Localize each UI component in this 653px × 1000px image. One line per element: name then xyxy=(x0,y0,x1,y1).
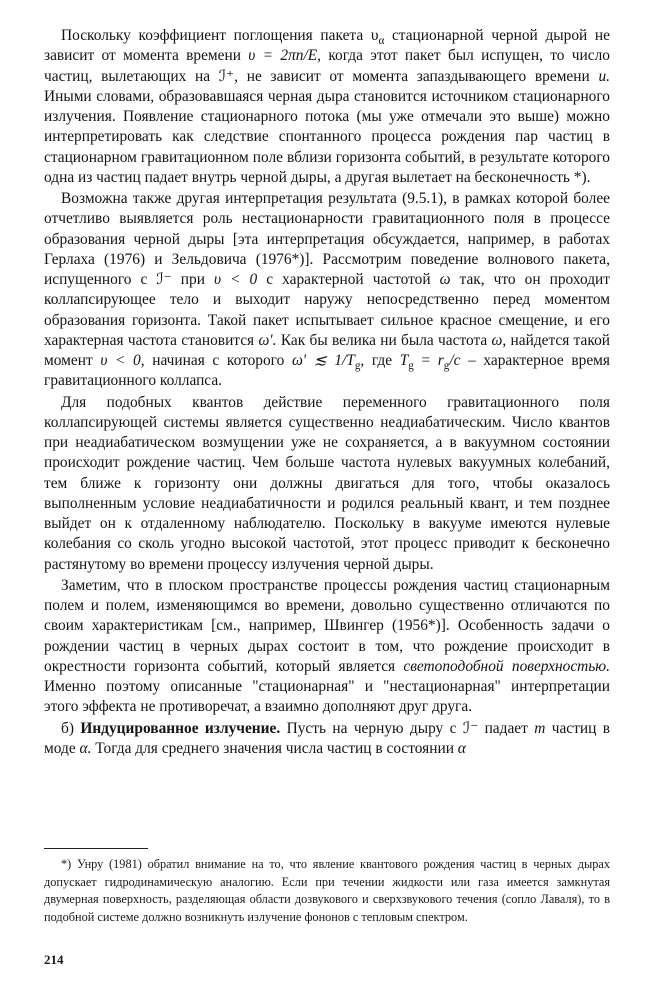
text-run: g xyxy=(354,360,361,373)
text-run: u. xyxy=(598,67,610,85)
text-run: светоподобной поверхностью. xyxy=(403,657,610,675)
text-run: ω xyxy=(439,271,451,288)
text-run: g xyxy=(443,360,450,373)
text-run: Пусть на черную дыру с ℐ⁻ падает xyxy=(280,719,535,737)
text-run: r xyxy=(437,352,444,369)
footnote: *) Унру (1981) обратил внимание на то, что явление квантового рождения частиц в черных дырах допускает гидродинамическую аналогию. Если при течении жидкости или газа имеется замкнутая двумерная поверхность, разделяющая области дозвукового и сверхзвукового течения (сопло Лаваля), то в подобной системе должно возникнуть излучение фононов с тепловым спектром. xyxy=(44,857,610,924)
text-run: с характерной частотой xyxy=(257,271,440,288)
main-text xyxy=(44,26,610,759)
text-run: когда этот пакет был испущен, то число частиц, вылетающих на ℐ⁺, не зависит от момента запаздывающего времени xyxy=(44,47,610,85)
text-run: Тогда для среднего значения числа частиц в состоянии xyxy=(91,739,458,757)
text-run: Именно поэтому описанные "стационарная" и "нестационарная" интерпретации этого эффекта не противоречат, а взаимно дополняют друг друга. xyxy=(44,678,610,716)
footnote-divider xyxy=(44,848,148,849)
text-run: Поскольку коэффициент поглощения пакета υ xyxy=(61,27,379,44)
text-run: частиц в моде xyxy=(44,719,610,757)
text-run: υ < 0 xyxy=(213,271,258,288)
text-run: = xyxy=(413,352,438,369)
paragraph-4 xyxy=(44,576,610,718)
text-run: g xyxy=(408,360,414,373)
text-run: α xyxy=(378,35,385,48)
text-run: Иными словами, образовавшаяся черная дыра становится источником стационарного излучения. Появление стационарного потока (мы уже отмечали это выше) можно интерпретировать как следствие спонтанного процесса рождения пар частиц в стационарном гравитационном поле вблизи горизонта событий, в результате которого одна из частиц падает внутрь черной дыры, а другая вылетает на бесконечность *). xyxy=(44,87,610,186)
text-run: найдется такой момент xyxy=(44,331,611,369)
text-run: Для подобных квантов действие переменного гравитационного поля коллапсирующей системы является существенно неадиабатическим. Число квантов при неадиабатическом возмущении уже не сохраняется, а в вакуумном состоянии происходит рождение частиц. Чем больше частота нулевых вакуумных колебаний, тем ближе к горизонту они должны двигаться для того, чтобы оказалось выполненным условие неадиабатичности и родился реальный квант, и тем позднее выйдет он к отдаленному наблюдателю. Поскольку в вакууме имеются нулевые колебания со сколь угодно высокой частотой, этот процесс приводит к бесконечно растянутому во времени процессу излучения черной дыры. xyxy=(44,393,610,573)
paragraph-1 xyxy=(44,26,610,188)
text-run: α xyxy=(457,739,466,757)
text-run: m xyxy=(534,719,546,737)
text-run: б) xyxy=(61,719,81,737)
text-run: так, что он проходит коллапсирующее тело и выходит наружу непосредственно перед моментом образования горизонта. Такой пакет испытывает сильное красное смещение, и его характерная частота становится xyxy=(44,271,611,349)
text-run: – характерное время гравитационного коллапса. xyxy=(44,352,610,390)
paragraph-3 xyxy=(44,393,610,575)
text-run: стационарной черной дырой не зависит от момента времени xyxy=(44,27,610,65)
text-run: ω′. xyxy=(258,331,277,349)
text-run: υ < 0, xyxy=(100,352,145,369)
text-run: Заметим, что в плоском пространстве процессы рождения частиц стационарным полем и полем, изменяющимся во времени, довольно существенно отличаются по своим характеристикам [см., например, Швингер (1956*)]. Особенность задачи о рождении частиц в черных дырах состоит в том, что рождение происходит в окрестности горизонта событий, который является xyxy=(44,576,610,675)
text-run: Как бы велика ни была частота xyxy=(276,331,492,349)
text-run: ω, xyxy=(491,331,507,349)
text-run: ω′ ≲ 1/T xyxy=(291,352,355,369)
text-run: начиная с которого xyxy=(144,352,292,369)
text-run: υ = 2πn/E, xyxy=(248,47,321,65)
paragraph-2 xyxy=(44,189,610,392)
text-run: /c xyxy=(449,352,461,369)
text-run: Индуцированное излучение. xyxy=(80,719,281,737)
text-run: Возможна также другая интерпретация результата (9.5.1), в рамках которой более отчетливо выявляется роль нестационарности гравитационного поля в процессе образования черной дыры [эта интерпретация обсуждается, например, в работах Герлаха (1976) и Зельдовича (1976*)]. Рассмотрим поведение волнового пакета, испущенного с ℐ⁻ при xyxy=(44,190,610,288)
paragraph-5 xyxy=(44,719,610,760)
text-run: , где xyxy=(360,352,400,369)
page-number: 214 xyxy=(44,952,64,967)
text-run: T xyxy=(399,352,409,369)
text-run: α. xyxy=(79,739,92,757)
